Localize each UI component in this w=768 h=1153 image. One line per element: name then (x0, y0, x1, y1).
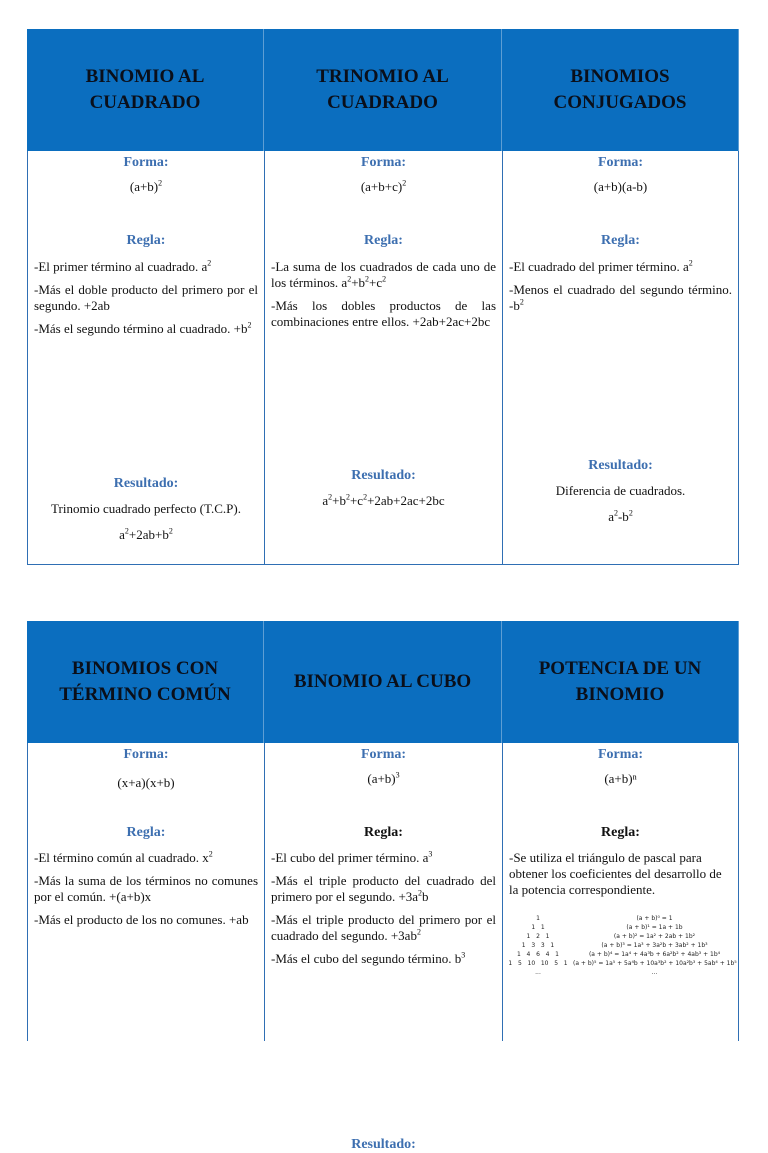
regla-label: Regla: (364, 233, 403, 248)
rules-list (271, 850, 496, 974)
rule-item: -Más el triple producto del primero por el cuadrado del segundo. $+3ab^2$ (271, 912, 496, 943)
expansion-row: (a + b)¹ = 1a + 1b (626, 924, 683, 931)
resultado-value: Diferencia de cuadrados. (555, 483, 686, 498)
pascal-row: 1 3 3 1 (521, 942, 555, 949)
regla-label: Regla: (364, 825, 403, 840)
regla-label: Regla: (601, 825, 640, 840)
regla-label: Regla: (126, 825, 166, 840)
pascal-row: 1 5 10 10 5 1 (508, 960, 568, 967)
expansion-row: (a + b)⁴ = 1a⁴ + 4a³b + 6a²b² + 4ab³ + 1b⁴ (588, 951, 721, 958)
rule-item: -Más la suma de los términos no comunes por el común. +(a+b)x (34, 873, 258, 904)
cell-binomio-al-cubo (264, 743, 502, 1152)
expansion-row: (a + b)⁰ = 1 (636, 915, 673, 922)
resultado-label: Resultado: (351, 468, 416, 483)
rule-item: -Más el segundo término al cuadrado. $+b^2$ (34, 320, 252, 336)
cell-binomios-termino-comun (27, 743, 264, 1041)
resultado-label: Resultado: (351, 1137, 416, 1152)
rules-list (509, 850, 732, 905)
rule-item: -Más el doble producto del primero por el segundo. +2ab (34, 282, 258, 313)
regla-label: Regla: (601, 233, 640, 248)
rule-item: -Se utiliza el triángulo de pascal para obtener los coeficientes del desarrollo de la potencia correspondiente. (509, 850, 722, 897)
header-binomio-al-cuadrado (27, 29, 264, 151)
header-binomios-conjugados (502, 29, 739, 151)
resultado-formula: $a^2-b^2$ (608, 508, 633, 524)
rule-item: -La suma de los cuadrados de cada uno de los términos. $a^2+b^2+c^2$ (271, 259, 496, 290)
pascal-row: 1 2 1 (526, 933, 550, 940)
forma-value: $(a+b)^3$ (367, 770, 400, 786)
header-title: BINOMIO AL CUBO (293, 671, 472, 692)
pascal-row: ... (535, 969, 541, 976)
forma-value: (a+b)ⁿ (604, 771, 637, 786)
table-products-2 (27, 621, 739, 1152)
header-potencia-de-un-binomio (502, 621, 739, 743)
table-products-1 (27, 29, 739, 565)
forma-label: Forma: (360, 747, 407, 762)
rules-list (34, 850, 258, 935)
forma-label: Forma: (597, 747, 644, 762)
rule-item: -El término común al cuadrado. $x^2$ (34, 849, 213, 865)
resultado-value: Trinomio cuadrado perfecto (T.C.P). (51, 501, 241, 516)
expansion-row: ... (651, 969, 658, 976)
header-title: POTENCIA DE UN BINOMIO (538, 658, 702, 705)
rule-item: -Más los dobles productos de las combinaciones entre ellos. +2ab+2ac+2bc (271, 298, 496, 329)
forma-label: Forma: (360, 155, 407, 170)
forma-label: Forma: (123, 155, 169, 170)
resultado-label: Resultado: (113, 476, 179, 491)
pascal-triangle-figure (507, 915, 736, 987)
resultado-formula: $a^2+b^2+c^2+2ab+2ac+2bc$ (322, 492, 445, 508)
header-binomio-al-cubo (264, 621, 502, 743)
rule-item: -El primer término al cuadrado. $a^2$ (34, 258, 212, 274)
expansion-row: (a + b)⁵ = 1a⁵ + 5a⁴b + 10a³b² + 10a²b³ + 5ab⁴ + 1b⁵ (573, 960, 737, 967)
header-binomios-termino-comun (27, 621, 264, 743)
cell-binomio-al-cuadrado (27, 151, 264, 565)
header-title: BINOMIO AL CUADRADO (85, 66, 205, 113)
rules-list (509, 259, 732, 321)
expansion-row: (a + b)² = 1a² + 2ab + 1b² (613, 933, 696, 940)
pascal-row: 1 4 6 4 1 (517, 951, 559, 958)
rule-item: -Más el producto de los no comunes. +ab (34, 912, 249, 927)
header-title: TRINOMIO AL CUADRADO (316, 66, 449, 113)
forma-label: Forma: (123, 747, 169, 762)
resultado-formula: $a^2+2ab+b^2$ (119, 526, 173, 542)
expansion-row: (a + b)³ = 1a³ + 3a²b + 3ab² + 1b³ (601, 942, 708, 949)
pascal-row: 1 (536, 915, 540, 922)
cell-binomios-conjugados (502, 151, 739, 565)
forma-label: Forma: (597, 155, 644, 170)
forma-value: $(a+b+c)^2$ (360, 178, 407, 194)
forma-value: (a+b)(a-b) (593, 179, 648, 194)
resultado-label: Resultado: (588, 458, 653, 473)
rule-item: -Más el triple producto del cuadrado del primero por el segundo. $+3a^2b$ (271, 873, 496, 904)
cell-trinomio-al-cuadrado (264, 151, 502, 565)
forma-value: $(a+b)^2$ (129, 178, 163, 194)
cell-potencia-de-un-binomio (502, 743, 739, 1041)
header-title: BINOMIOS CON TÉRMINO COMÚN (59, 658, 231, 705)
header-trinomio-al-cuadrado (264, 29, 502, 151)
pascal-row: 1 1 (531, 924, 545, 931)
rule-item: -El cubo del primer término. $a^3$ (271, 849, 433, 865)
rule-item: -Menos el cuadrado del segundo término. $-b^2$ (509, 282, 732, 313)
rules-list (34, 259, 258, 344)
regla-label: Regla: (126, 233, 166, 248)
rule-item: -Más el cubo del segundo término. $b^3$ (271, 950, 466, 966)
rules-list (271, 259, 496, 337)
rule-item: -El cuadrado del primer término. $a^2$ (509, 258, 693, 274)
forma-value: (x+a)(x+b) (117, 775, 175, 790)
header-title: BINOMIOS CONJUGADOS (553, 66, 687, 113)
